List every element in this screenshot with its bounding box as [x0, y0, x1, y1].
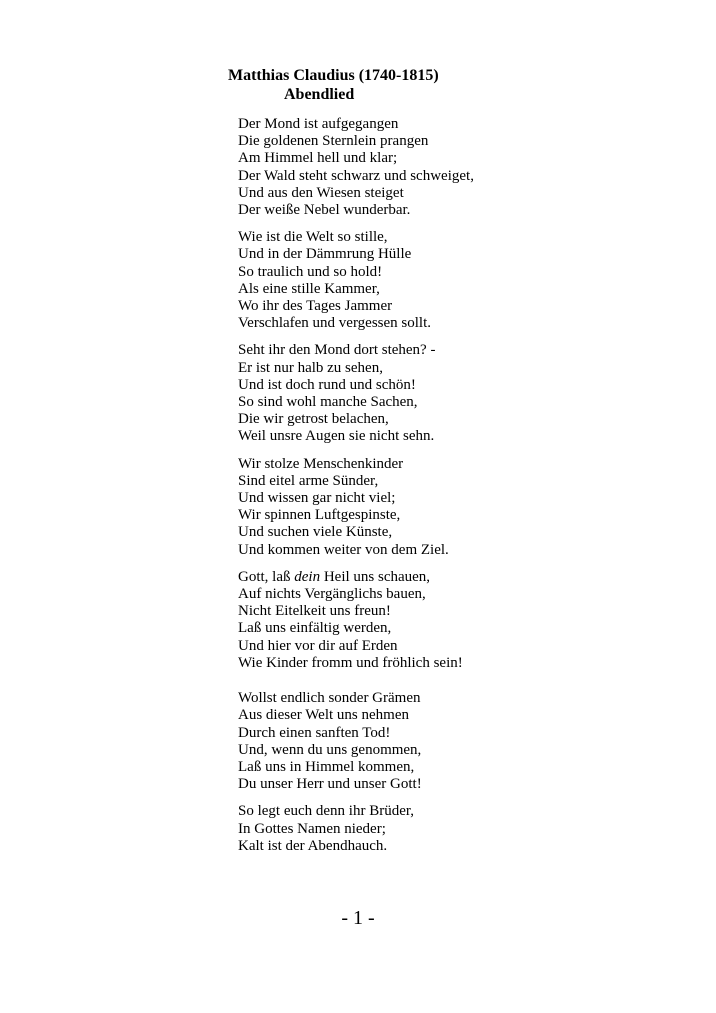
poem-line: Und, wenn du uns genommen, — [238, 741, 422, 758]
stanza-4 — [238, 456, 474, 559]
poem-line: Der weiße Nebel wunderbar. — [238, 202, 411, 219]
poem-line: Und in der Dämmrung Hülle — [238, 246, 412, 263]
poem-line: Wollst endlich sonder Grämen — [238, 690, 421, 707]
stanza-5 — [238, 569, 474, 672]
stanza-1 — [238, 116, 474, 219]
poem-line: Du unser Herr und unser Gott! — [238, 776, 422, 793]
poem-line: Am Himmel hell und klar; — [238, 150, 398, 167]
poem-line: Laß uns in Himmel kommen, — [238, 758, 415, 775]
poem-line: Der Wald steht schwarz und schweiget, — [238, 167, 474, 184]
poem-line: Laß uns einfältig werden, — [238, 620, 392, 637]
poem-line: In Gottes Namen nieder; — [238, 820, 386, 837]
author-line: Matthias Claudius (1740-1815) — [228, 67, 439, 84]
title-block — [228, 66, 439, 104]
poem-line: Auf nichts Vergänglichs bauen, — [238, 586, 426, 603]
poem-line: Und hier vor dir auf Erden — [238, 637, 398, 654]
poem-line: Wie ist die Welt so stille, — [238, 229, 388, 246]
poem-line: Und wissen gar nicht viel; — [238, 490, 396, 507]
poem-line: Als eine stille Kammer, — [238, 280, 380, 297]
poem-line: Er ist nur halb zu sehen, — [238, 359, 383, 376]
line-prefix: Gott, laß — [238, 568, 295, 585]
poem-line: Wir stolze Menschenkinder — [238, 455, 404, 472]
poem-line: Und ist doch rund und schön! — [238, 376, 416, 393]
line-suffix: Heil uns schauen, — [320, 568, 431, 585]
poem-line: Sind eitel arme Sünder, — [238, 472, 379, 489]
poem-line: Der Mond ist aufgegangen — [238, 116, 399, 132]
poem-line: So sind wohl manche Sachen, — [238, 394, 418, 411]
poem-title: Abendlied — [284, 86, 355, 103]
poem-line: Und kommen weiter von dem Ziel. — [238, 541, 449, 558]
emphasized-word: dein — [294, 568, 321, 585]
poem-line: Durch einen sanften Tod! — [238, 724, 391, 741]
poem-line: Die wir getrost belachen, — [238, 411, 389, 428]
poem-line: Und suchen viele Künste, — [238, 524, 393, 541]
stanza-3 — [238, 342, 474, 445]
poem-line: So traulich und so hold! — [238, 263, 383, 280]
poem-line: So legt euch denn ihr Brüder, — [238, 803, 415, 820]
poem-line: Und aus den Wiesen steiget — [238, 184, 404, 201]
poem-line — [238, 569, 474, 586]
poem-line: Seht ihr den Mond dort stehen? - — [238, 342, 436, 359]
poem-line: Verschlafen und vergessen sollt. — [238, 315, 432, 332]
poem-line: Wie Kinder fromm und fröhlich sein! — [238, 654, 463, 671]
page-number: - 1 - — [341, 907, 375, 929]
stanza-2 — [238, 229, 474, 332]
poem-line: Weil unsre Augen sie nicht sehn. — [238, 428, 435, 445]
poem-line: Kalt ist der Abendhauch. — [238, 837, 388, 854]
poem-line: Wo ihr des Tages Jammer — [238, 298, 393, 315]
poem-line: Nicht Eitelkeit uns freun! — [238, 603, 391, 620]
poem-line: Die goldenen Sternlein prangen — [238, 133, 429, 150]
poem-body — [238, 116, 474, 855]
poem-line: Wir spinnen Luftgespinste, — [238, 507, 401, 524]
poem-line: Aus dieser Welt uns nehmen — [238, 707, 409, 724]
stanza-7 — [238, 803, 474, 855]
stanza-6 — [238, 690, 474, 793]
